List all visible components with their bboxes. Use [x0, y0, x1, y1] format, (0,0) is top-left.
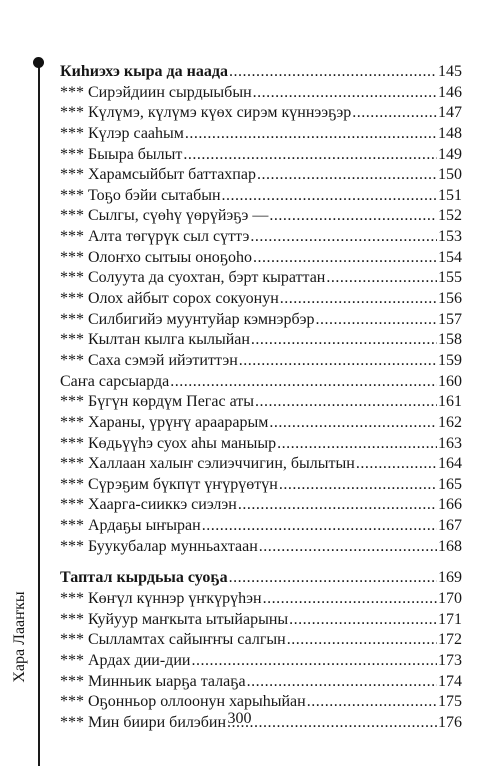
- dot-leader: [222, 186, 437, 207]
- section-page-number: 145: [438, 63, 462, 80]
- entry-title: *** Көҥүл күннэр үҥкүрүһэн: [60, 590, 262, 608]
- margin-rule: [38, 66, 40, 766]
- entry-page-number: 176: [438, 713, 462, 731]
- toc-entry: [60, 516, 462, 537]
- entry-page-number: 152: [438, 207, 462, 225]
- entry-title: *** Көдьүүһэ суох аһы маныыр: [60, 434, 277, 452]
- toc-entry: [60, 186, 462, 207]
- toc-entry: [60, 672, 462, 693]
- toc-entry: [60, 630, 462, 651]
- entry-page-number: 151: [438, 186, 462, 204]
- toc-entry: [60, 413, 462, 434]
- dot-leader: [247, 672, 437, 693]
- entry-title: *** Быыра былыт: [60, 145, 183, 163]
- entry-title: *** Куйуур маҥкыта ытыйарыны: [60, 610, 289, 628]
- dot-leader: [280, 289, 437, 310]
- dot-leader: [229, 62, 437, 83]
- dot-leader: [253, 248, 437, 269]
- entry-title: *** Күлэр сааһым: [60, 124, 184, 142]
- entry-page-number: 162: [438, 413, 462, 431]
- dot-leader: [356, 454, 437, 475]
- dot-leader: [229, 568, 437, 589]
- entry-page-number: 159: [438, 351, 462, 369]
- entry-title: *** Сылгы, сүөһү үөрүйэҕэ —: [60, 207, 269, 225]
- dot-leader: [239, 351, 437, 372]
- dot-leader: [255, 392, 437, 413]
- entry-page-number: 146: [438, 83, 462, 101]
- entry-title: *** Буукубалар мунньахтаан: [60, 537, 258, 555]
- dot-leader: [202, 516, 437, 537]
- toc-entry: [60, 610, 462, 631]
- dot-leader: [326, 268, 437, 289]
- toc-entry: [60, 206, 462, 227]
- dot-leader: [289, 610, 437, 631]
- entry-title: *** Силбигийэ муунтуйар кэмнэрбэр: [60, 310, 315, 328]
- section-page-number: 169: [438, 569, 462, 587]
- entry-title: *** Харамсыйбыт баттахпар: [60, 166, 256, 184]
- entry-title: *** Сүрэҕим бүкпүт үҥүрүөтүн: [60, 475, 278, 493]
- toc-entry: [60, 289, 462, 310]
- entry-page-number: 172: [438, 631, 462, 649]
- entry-title: *** Тоҕо бэйи сытабын: [60, 186, 221, 204]
- dot-leader: [287, 630, 437, 651]
- entry-page-number: 163: [438, 434, 462, 452]
- entry-page-number: 157: [438, 310, 462, 328]
- entry-title: *** Сирэйдиин сырдыыбын: [60, 83, 252, 101]
- entry-title: *** Минньик ыарҕа талаҕа: [60, 672, 246, 690]
- dot-leader: [263, 589, 437, 610]
- entry-title: *** Ардаҕы ыҥыран: [60, 517, 201, 535]
- entry-title: *** Бүгүн көрдүм Пегас аты: [60, 393, 254, 411]
- running-side-label: Хара Лааҥкы: [11, 591, 28, 683]
- entry-title: *** Солуута да суохтан, бэрт кыраттан: [60, 269, 326, 287]
- entry-title: *** Халлаан халыҥ сэлиэччигин, былытын: [60, 455, 355, 473]
- entry-page-number: 175: [438, 693, 462, 711]
- entry-page-number: 155: [438, 269, 462, 287]
- entry-title: *** Алта төгүрүк сыл сүттэ: [60, 228, 250, 246]
- entry-page-number: 156: [438, 290, 462, 308]
- entry-page-number: 147: [438, 104, 462, 122]
- entry-title: *** Олоҥхо сытыы оноҕоһо: [60, 248, 253, 266]
- entry-page-number: 168: [438, 537, 462, 555]
- dot-leader: [257, 165, 437, 186]
- dot-leader: [269, 206, 437, 227]
- toc-entry: [60, 124, 462, 145]
- entry-title: *** Сылламтах сайыҥҥы салгын: [60, 631, 286, 649]
- margin-bullet: [33, 57, 44, 68]
- entry-title: *** Хараны, үрүҥү араарарым: [60, 413, 269, 431]
- toc-entry: [60, 83, 462, 104]
- toc-entry: [60, 310, 462, 331]
- toc-entry: [60, 351, 462, 372]
- dot-leader: [191, 651, 437, 672]
- section-title: Таптал кырдьыа суоҕа: [60, 569, 228, 587]
- entry-page-number: 153: [438, 228, 462, 246]
- section-title: Киһиэхэ кыра да наада: [60, 63, 228, 80]
- entry-page-number: 160: [438, 372, 462, 390]
- toc-entry: [60, 454, 462, 475]
- entry-page-number: 171: [438, 610, 462, 628]
- entry-page-number: 154: [438, 248, 462, 266]
- entry-title: *** Мин биири билэбин: [60, 713, 226, 731]
- toc-entry: [60, 372, 462, 393]
- dot-leader: [279, 475, 437, 496]
- toc-entry: [60, 495, 462, 516]
- toc-entry: [60, 330, 462, 351]
- dot-leader: [238, 495, 437, 516]
- toc-entry: [60, 589, 462, 610]
- table-of-contents: [60, 62, 462, 734]
- entry-title: Саҥа сарсыарда: [60, 372, 170, 390]
- toc-entry: [60, 248, 462, 269]
- entry-title: *** Оҕонньор оллоонун харыһыйан: [60, 693, 306, 711]
- toc-entry: [60, 268, 462, 289]
- dot-leader: [185, 124, 437, 145]
- dot-leader: [250, 227, 437, 248]
- entry-page-number: 148: [438, 124, 462, 142]
- toc-entry: [60, 475, 462, 496]
- entry-page-number: 174: [438, 672, 462, 690]
- dot-leader: [170, 372, 437, 393]
- entry-page-number: 165: [438, 475, 462, 493]
- entry-page-number: 164: [438, 455, 462, 473]
- dot-leader: [315, 310, 437, 331]
- entry-page-number: 149: [438, 145, 462, 163]
- entry-page-number: 150: [438, 166, 462, 184]
- toc-entry: [60, 392, 462, 413]
- entry-title: *** Кылтан кылга кылыйан: [60, 331, 250, 349]
- entry-page-number: 170: [438, 590, 462, 608]
- entry-page-number: 158: [438, 331, 462, 349]
- page-number: 300: [227, 710, 252, 727]
- entry-page-number: 173: [438, 651, 462, 669]
- entry-title: *** Күлүмэ, күлүмэ күөх сирэм күннээҕэр: [60, 104, 352, 122]
- entry-title: *** Хаарга-сииккэ сиэлэн: [60, 496, 237, 514]
- dot-leader: [183, 145, 437, 166]
- toc-entry: [60, 145, 462, 166]
- entry-title: *** Саха сэмэй ийэтиттэн: [60, 351, 238, 369]
- toc-entry: [60, 651, 462, 672]
- toc-entry: [60, 434, 462, 455]
- toc-entry: [60, 537, 462, 558]
- toc-entry: [60, 227, 462, 248]
- entry-page-number: 167: [438, 517, 462, 535]
- toc-section-heading: [60, 62, 462, 83]
- entry-page-number: 166: [438, 496, 462, 514]
- dot-leader: [253, 83, 437, 104]
- entry-title: *** Олох айбыт сорох сокуонун: [60, 290, 279, 308]
- dot-leader: [277, 434, 437, 455]
- toc-section-heading: [60, 568, 462, 589]
- dot-leader: [251, 330, 437, 351]
- dot-leader: [352, 103, 437, 124]
- dot-leader: [259, 537, 437, 558]
- dot-leader: [269, 413, 437, 434]
- entry-title: *** Ардах дии-дии: [60, 651, 191, 669]
- entry-page-number: 161: [438, 393, 462, 411]
- toc-entry: [60, 165, 462, 186]
- toc-entry: [60, 103, 462, 124]
